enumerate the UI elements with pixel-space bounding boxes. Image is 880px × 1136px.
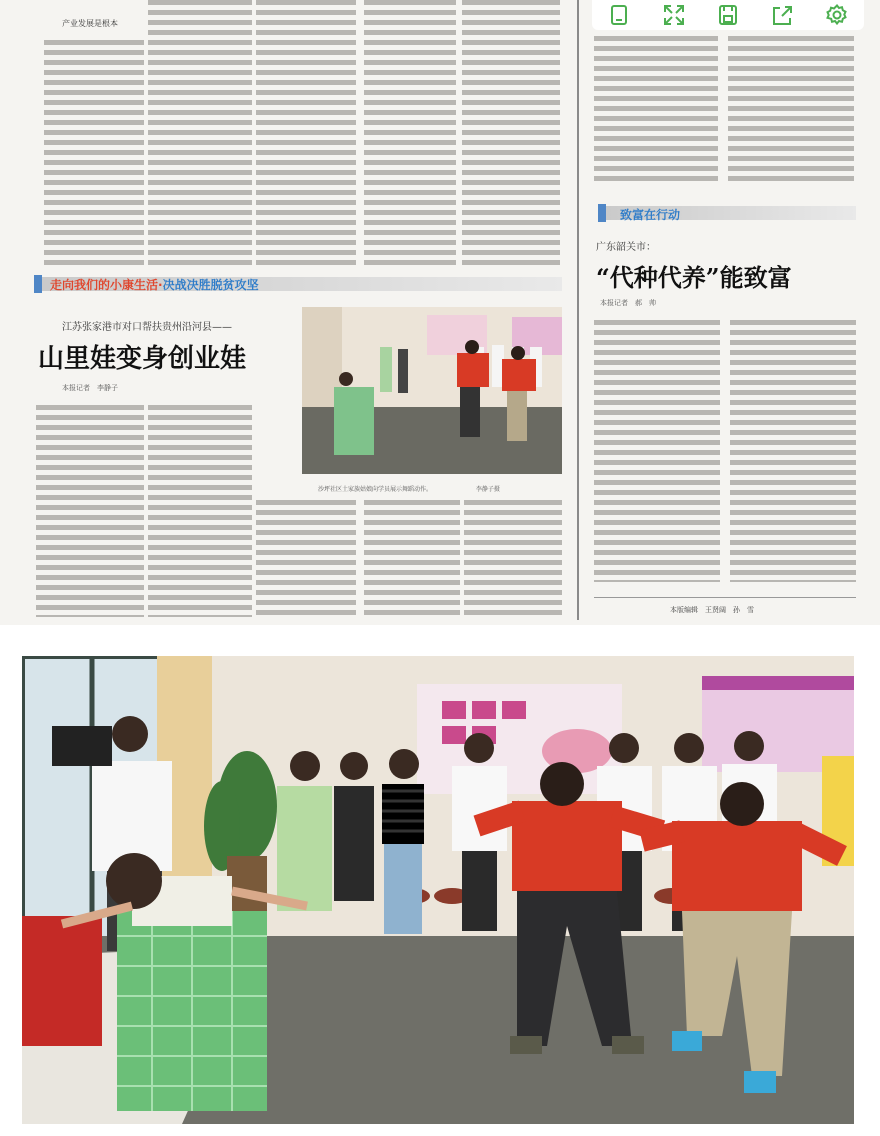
text-column [256, 500, 356, 617]
text-column [44, 40, 144, 265]
settings-icon [826, 4, 848, 26]
fullscreen-icon [663, 4, 685, 26]
text-column [730, 320, 856, 582]
text-column [148, 405, 252, 617]
text-column [462, 0, 560, 265]
photo-caption [318, 484, 500, 493]
section-band-icon [598, 204, 606, 222]
footer-rule [594, 597, 856, 598]
section-band-icon [34, 275, 42, 293]
fullscreen-button[interactable] [659, 1, 689, 29]
text-column [728, 36, 854, 186]
text-column [36, 405, 144, 617]
section-label-part2: 决战决胜脱贫攻坚 [162, 278, 259, 292]
article-headline: 山里娃变身创业娃 [38, 344, 247, 374]
article-byline: 本报记者 李静子 [62, 384, 118, 392]
share-button[interactable] [767, 1, 797, 29]
photo-caption-text: 沙坪社区土家族姑娘向学员展示舞蹈动作。 [318, 486, 433, 493]
section-label-part1: 走向我们的小康生活 [50, 278, 159, 292]
text-column [464, 500, 562, 617]
save-button[interactable] [713, 1, 743, 29]
article-byline-right: 本报记者 郝 帅 [600, 299, 656, 307]
text-column [148, 0, 252, 265]
text-column [364, 0, 456, 265]
text-column [256, 0, 356, 265]
page-footer: 本版编辑 王贤阔 孙 雪 [670, 606, 754, 614]
article-kicker-right: 广东韶关市： [596, 242, 656, 253]
section-label-right: 致富在行动 [620, 208, 681, 222]
article-kicker: 江苏张家港市对口帮扶贵州沿河县—— [62, 322, 232, 333]
column-divider [577, 0, 579, 620]
section-label-left: 走向我们的小康生活·决战决胜脱贫攻坚 [50, 278, 259, 292]
article-photo-large [22, 656, 854, 1124]
photo-credit: 李静子摄 [475, 486, 500, 493]
settings-button[interactable] [822, 1, 852, 29]
article-photo-small [302, 307, 562, 474]
viewer-toolbar [592, 0, 864, 30]
article-subhead: 产业发展是根本 [62, 19, 118, 28]
text-column [594, 36, 718, 186]
text-column [364, 500, 460, 617]
page-view-button[interactable] [604, 1, 634, 29]
page-view-icon [609, 4, 629, 26]
share-icon [771, 4, 793, 26]
save-icon [718, 4, 738, 26]
text-column [594, 320, 720, 582]
article-headline-right: “代种代养”能致富 [596, 263, 792, 292]
